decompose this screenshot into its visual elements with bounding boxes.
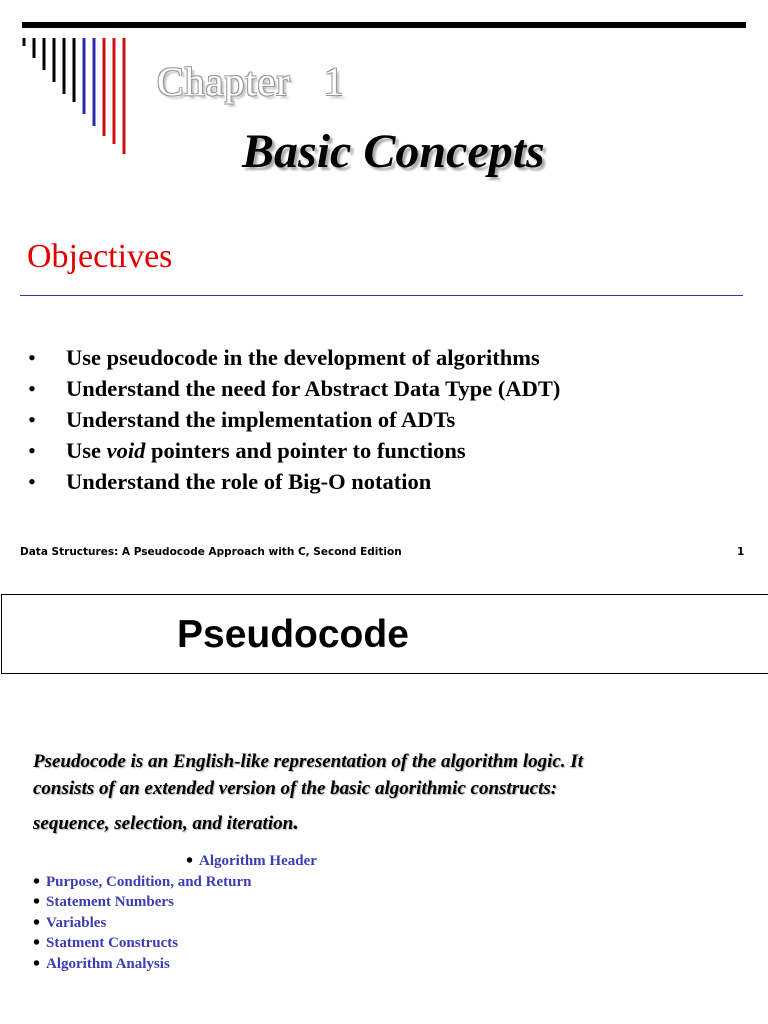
intro-line: Pseudocode is an English-like representation of the algorithm logic. It (33, 751, 583, 772)
bullet-icon: • (28, 438, 36, 463)
list-item (28, 404, 560, 435)
objectives-list (28, 342, 560, 497)
intro-line (33, 808, 723, 837)
stripes-decoration (22, 38, 132, 158)
list-item-text: Statement Numbers (46, 894, 174, 910)
slide-title: Basic Concepts (242, 125, 545, 178)
bullet-icon: • (28, 407, 36, 432)
list-item (186, 848, 317, 871)
heading-box (1, 594, 768, 674)
list-item-text: Use pseudocode in the development of algorithms (66, 345, 540, 370)
footer-text: Data Structures: A Pseudocode Approach with C, Second Edition (20, 546, 402, 558)
list-item (33, 889, 174, 912)
bullet-icon: • (33, 953, 41, 975)
section-divider (20, 295, 743, 296)
bullet-icon: • (28, 469, 36, 494)
list-item-text: Algorithm Header (199, 853, 317, 869)
bullet-icon: • (33, 871, 41, 893)
intro-paragraph (33, 748, 723, 837)
list-item (28, 466, 560, 497)
slide-2 (0, 592, 768, 1024)
list-item-text: Use (66, 438, 107, 463)
bullet-icon: • (33, 891, 41, 913)
intro-line: consists of an extended version of the basic algorithmic constructs: (33, 778, 558, 799)
list-item-text: Understand the implementation of ADTs (66, 407, 456, 432)
intro-line-text: sequence, selection, and iteration (33, 813, 294, 834)
list-item (33, 951, 170, 974)
chapter-label: Chapter 1 (157, 59, 345, 104)
bullet-icon: • (28, 376, 36, 401)
list-item-text: Understand the role of Big-O notation (66, 469, 432, 494)
list-item (28, 373, 560, 404)
top-rule (22, 22, 746, 28)
list-item (28, 435, 560, 466)
list-item-emphasis: void (106, 438, 146, 463)
list-item (28, 342, 560, 373)
list-item-text: Algorithm Analysis (46, 956, 170, 972)
list-item-text: Understand the need for Abstract Data Type (ADT) (66, 376, 561, 401)
list-item-text: pointers and pointer to functions (145, 438, 466, 463)
intro-period: . (293, 809, 299, 834)
section-heading: Objectives (27, 238, 173, 275)
page-number: 1 (737, 546, 745, 558)
bullet-icon: • (33, 932, 41, 954)
slide-heading: Pseudocode (177, 613, 409, 656)
bullet-icon: • (186, 850, 194, 872)
list-item-text: Purpose, Condition, and Return (46, 874, 252, 890)
list-item-text: Statment Constructs (46, 935, 179, 951)
list-item (33, 930, 178, 953)
bullet-icon: • (28, 345, 36, 370)
list-item-text: Variables (46, 915, 107, 931)
bullet-icon: • (33, 912, 41, 934)
